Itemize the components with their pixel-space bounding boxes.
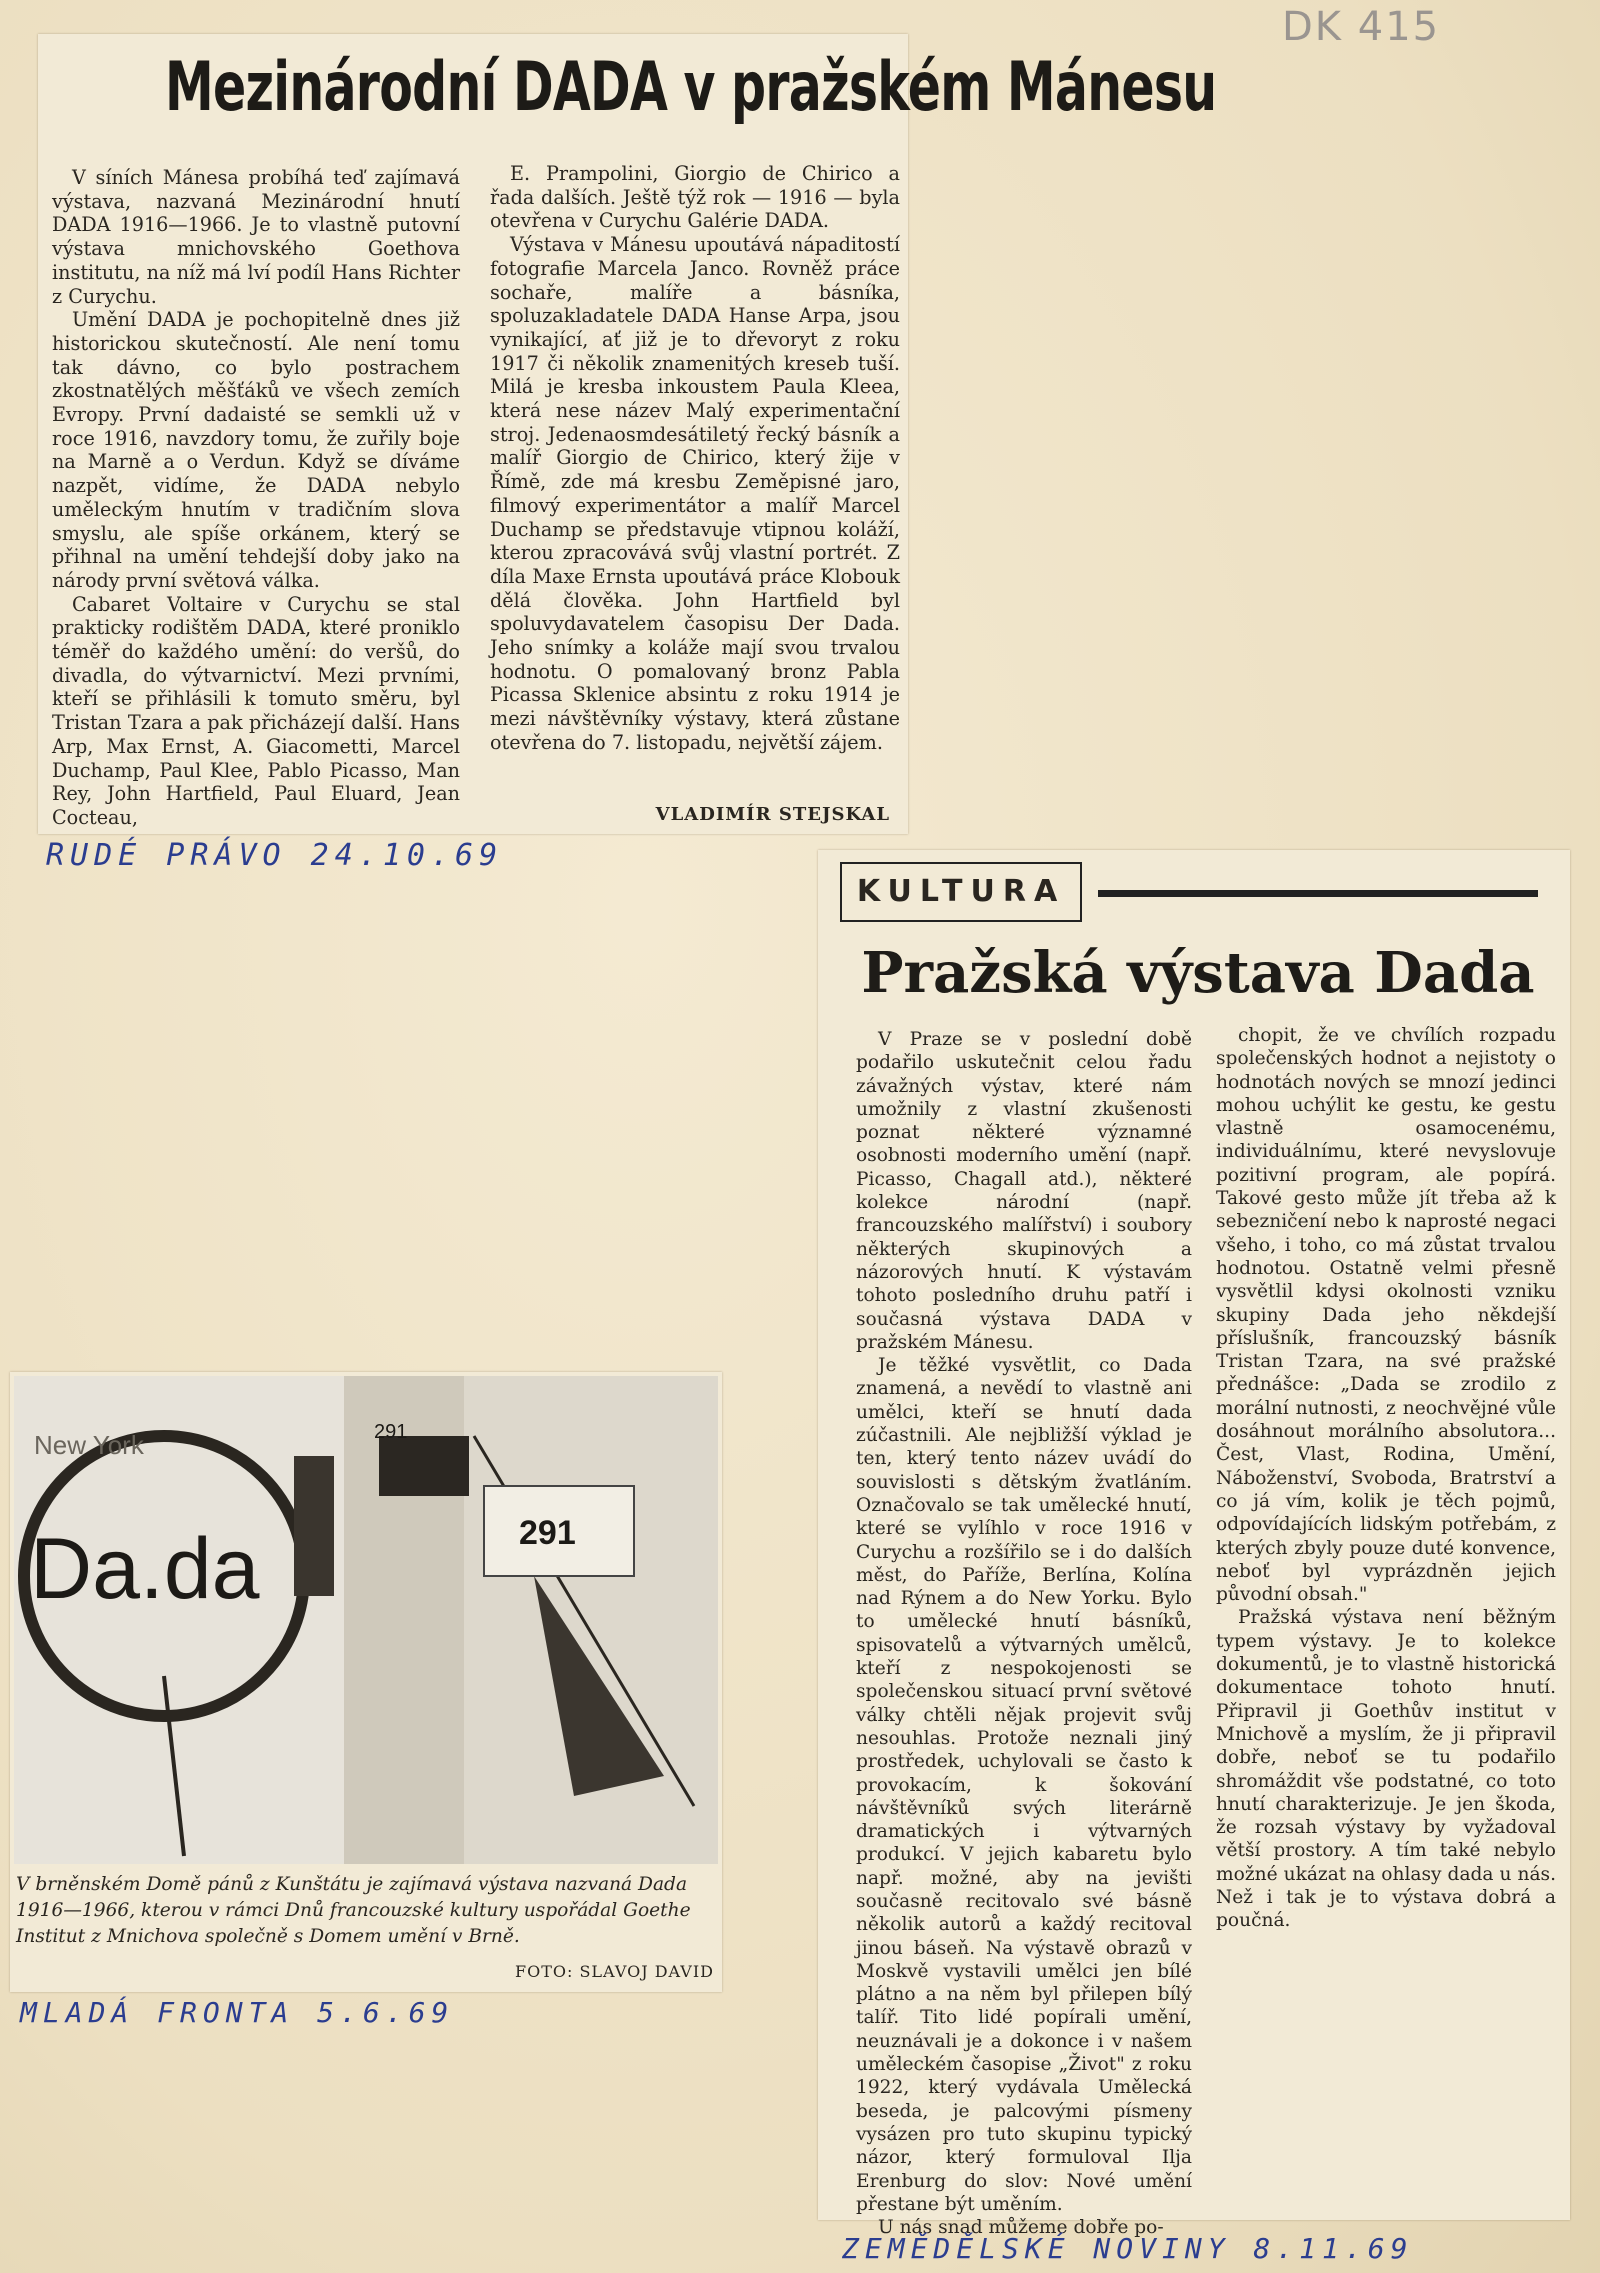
headline: Mezinárodní DADA v pražském Mánesu bbox=[165, 48, 1217, 127]
clipping-zemedelske-noviny bbox=[818, 850, 1570, 2239]
photo-caption: V brněnském Domě pánů z Kunštátu je zajímavá výstava nazvaná Dada 1916—1966, kterou v rámci Dnů francouzské kultury uspořádal Goethe Institut z Mnichova společně s Domem umění v Brně. bbox=[16, 1874, 691, 1947]
paragraph: V Praze se v poslední době podařilo uskutečnit celou řadu závažných výstav, které nám umožnily z vlastní zkušenosti poznat některé významné osobnosti moderního umění (např. Picasso, Chagall atd.), některé kolekce národní (např. francouzského malířství) i soubory některých skupinových a názorových hnutí. K výstavám tohoto posledního druhu patří i současná výstava DADA v pražském Mánesu. bbox=[856, 1029, 1192, 1353]
paragraph: Pražská výstava není běžným typem výstavy. Je to kolekce dokumentů, je to vlastně historická dokumentace tohoto hnutí. Připravil ji Goethův institut v Mnichově a myslím, že ji připravil dobře, neboť se tu podařilo shromáždit vše podstatné, co toto hnutí charakterizuje. Je jen škoda, že rozsah výstavy by vyžadoval větší prostory. A tím také nebylo možné ukázat na ohlasy dada u nás. Než i tak je to výstava dobrá a poučná. bbox=[1216, 1607, 1556, 1932]
photo-label-dada: Da.da bbox=[30, 1521, 260, 1617]
photo-label-city: New York bbox=[34, 1430, 144, 1460]
headline: Pražská výstava Dada bbox=[861, 940, 1535, 1006]
photo-credit: FOTO: SLAVOJ DAVID bbox=[514, 1962, 714, 1981]
paragraph: V síních Mánesa probíhá teď zajímavá výstava, nazvaná Mezinárodní hnutí DADA 1916—1966. Je to vlastně putovní výstava mnichovského Goethova institutu, na níž má lví podíl Hans Richter z Curychu. bbox=[52, 166, 460, 308]
article-column-2 bbox=[490, 162, 900, 755]
article-column-1 bbox=[52, 166, 460, 830]
handwritten-source-rude-pravo: RUDÉ PRÁVO 24.10.69 bbox=[46, 838, 504, 873]
photo-label-291: 291 bbox=[519, 1514, 576, 1552]
paragraph: Umění DADA je pochopitelně dnes již historickou skutečností. Ale není tomu tak dávno, co bylo postrachem zkostnatělých měšťáků ve všech zemích Evropy. První dadaisté se semkli už v roce 1916, navzdory tomu, že zuřily boje na Marně a o Verdun. Když se díváme nazpět, vidíme, že DADA nebylo uměleckým hnutím v tradičním slova smyslu, ale spíše orkánem, který se přihnal na umění tehdejší doby jako na národy první světová válka. bbox=[52, 308, 460, 592]
clipping-mlada-fronta bbox=[10, 1372, 722, 1992]
section-kicker: KULTURA bbox=[840, 862, 1082, 922]
clipping-rude-pravo bbox=[38, 34, 1217, 834]
section-rule bbox=[1098, 890, 1538, 897]
exhibition-photo-drawing bbox=[14, 1376, 718, 1864]
paragraph: chopit, že ve chvílích rozpadu společenských hodnot a nejistoty o hodnotách nových se mnozí jedinci mohou uchýlit ke gestu, ke gestu vlastně osamocenému, individuálnímu, které nevyslovuje pozitivní program, ale popírá. Takové gesto může jít třeba až k sebezničení nebo k naprosté negaci všeho, i toho, co má zůstat trvalou hodnotou. Ostatně velmi přesně vysvětlil kdysi okolnosti vzniku skupiny Dada jeho někdejší příslušník, francouzský básník Tristan Tzara, na své pražské přednášce: „Dada se zrodilo z morální nutnosti, z neochvějné vůle dosáhnout morálního absolutora... Čest, Vlast, Rodina, Umění, Náboženství, Svoboda, Bratrství a co já vím, kolik je těch pojmů, odpovídajících lidským potřebám, z kterých zbyly pouze duté konvence, neboť byl vyprázdněn jejich původní obsah." bbox=[1216, 1025, 1556, 1606]
exhibition-photo bbox=[14, 1376, 718, 1864]
paragraph: Je těžké vysvětlit, co Dada znamená, a nevědí to vlastně ani umělci, kteří se hnutí dada zúčastnili. Ale nejbližší výklad je ten, který tento název uvádí do souvislosti s dětským žvatláním. Označovalo se tak umělecké hnutí, které se vylíhlo v roce 1916 v Curychu a rozšířilo se i do dalších měst, do Paříže, Berlína, Kolína nad Rýnem a do New Yorku. Bylo to umělecké hnutí básníků, spisovatelů a výtvarných umělců, kteří z nespokojenosti se společenskou situací první světové války chtěli nějak projevit svůj nesouhlas. Protože neznali jiný prostředek, uchylovali se často k provokacím, k šokování návštěvníků svých literárně dramatických i výtvarných produkcí. V jejich kabaretu bylo např. možné, aby na jevišti současně recitovalo své básně několik autorů a každý recitoval jinou báseň. Na výstavě obrazů v Moskvě vystavili umělci jen bílé plátno a na něm byl přilepen bílý talíř. Tito lidé popírali umění, neuznávali je a dokonce i v našem uměleckém časopise „Život" z roku 1922, který vydávala Umělecká beseda, je palcovými písmeny vysázen pro tuto skupinu typický názor, který formuloval Ilja Erenburg do slov: Nové umění přestane být uměním. bbox=[856, 1355, 1192, 2215]
byline: VLADIMÍR STEJSKAL bbox=[655, 804, 890, 825]
handwritten-source-zemedelske-noviny: ZEMĚDĚLSKÉ NOVINY 8.11.69 bbox=[842, 2232, 1414, 2265]
handwritten-source-mlada-fronta: MLADÁ FRONTA 5.6.69 bbox=[20, 1996, 455, 2029]
archive-mark: DK 415 bbox=[1282, 4, 1441, 50]
paragraph: Výstava v Mánesu upoutává nápaditostí fotografie Marcela Janco. Rovněž práce sochaře, malíře a básníka, spoluzakladatele DADA Hanse Arpa, jsou vynikající, ať již je to dřevoryt z roku 1917 či několik znamenitých kreseb tuší. Milá je kresba inkoustem Paula Kleea, která nese název Malý experimentační stroj. Jedenaosmdesátiletý řecký básník a malíř Giorgio de Chirico, který žije v Římě, zde má kresbu Zeměpisné jaro, filmový experimentátor a malíř Marcel Duchamp se představuje vtipnou koláží, kterou zpracovává svůj vlastní portrét. Z díla Maxe Ernsta upoutává práce Klobouk dělá člověka. John Hartfield byl spoluvydavatelem časopisu Der Dada. Jeho snímky a koláže mají svou trvalou hodnotu. O pomalovaný bronz Pabla Picassa Sklenice absintu z roku 1914 je mezi návštěvníky výstavy, která zůstane otevřena do 7. listopadu, největší zájem. bbox=[490, 233, 900, 754]
paragraph: U nás snad můžeme dobře po- bbox=[878, 2217, 1164, 2239]
paragraph: Cabaret Voltaire v Curychu se stal prakticky rodištěm DADA, které proniklo téměř do každého umění: do veršů, do divadla, do výtvarnictví. Mezi prvními, kteří se přihlásili k tomuto směru, byl Tristan Tzara a pak přicházejí další. Hans Arp, Max Ernst, A. Giacometti, Marcel Duchamp, Paul Klee, Pablo Picasso, Man Rey, John Hartfield, Paul Eluard, Jean Cocteau, bbox=[52, 592, 460, 829]
photo-label-291-small: 291 bbox=[374, 1421, 408, 1443]
article-column-2 bbox=[1216, 1024, 1556, 1933]
paragraph: E. Prampolini, Giorgio de Chirico a řada dalších. Ještě týž rok — 1916 — byla otevřena v Curychu Galérie DADA. bbox=[490, 162, 900, 233]
article-column-1 bbox=[856, 1028, 1192, 2239]
